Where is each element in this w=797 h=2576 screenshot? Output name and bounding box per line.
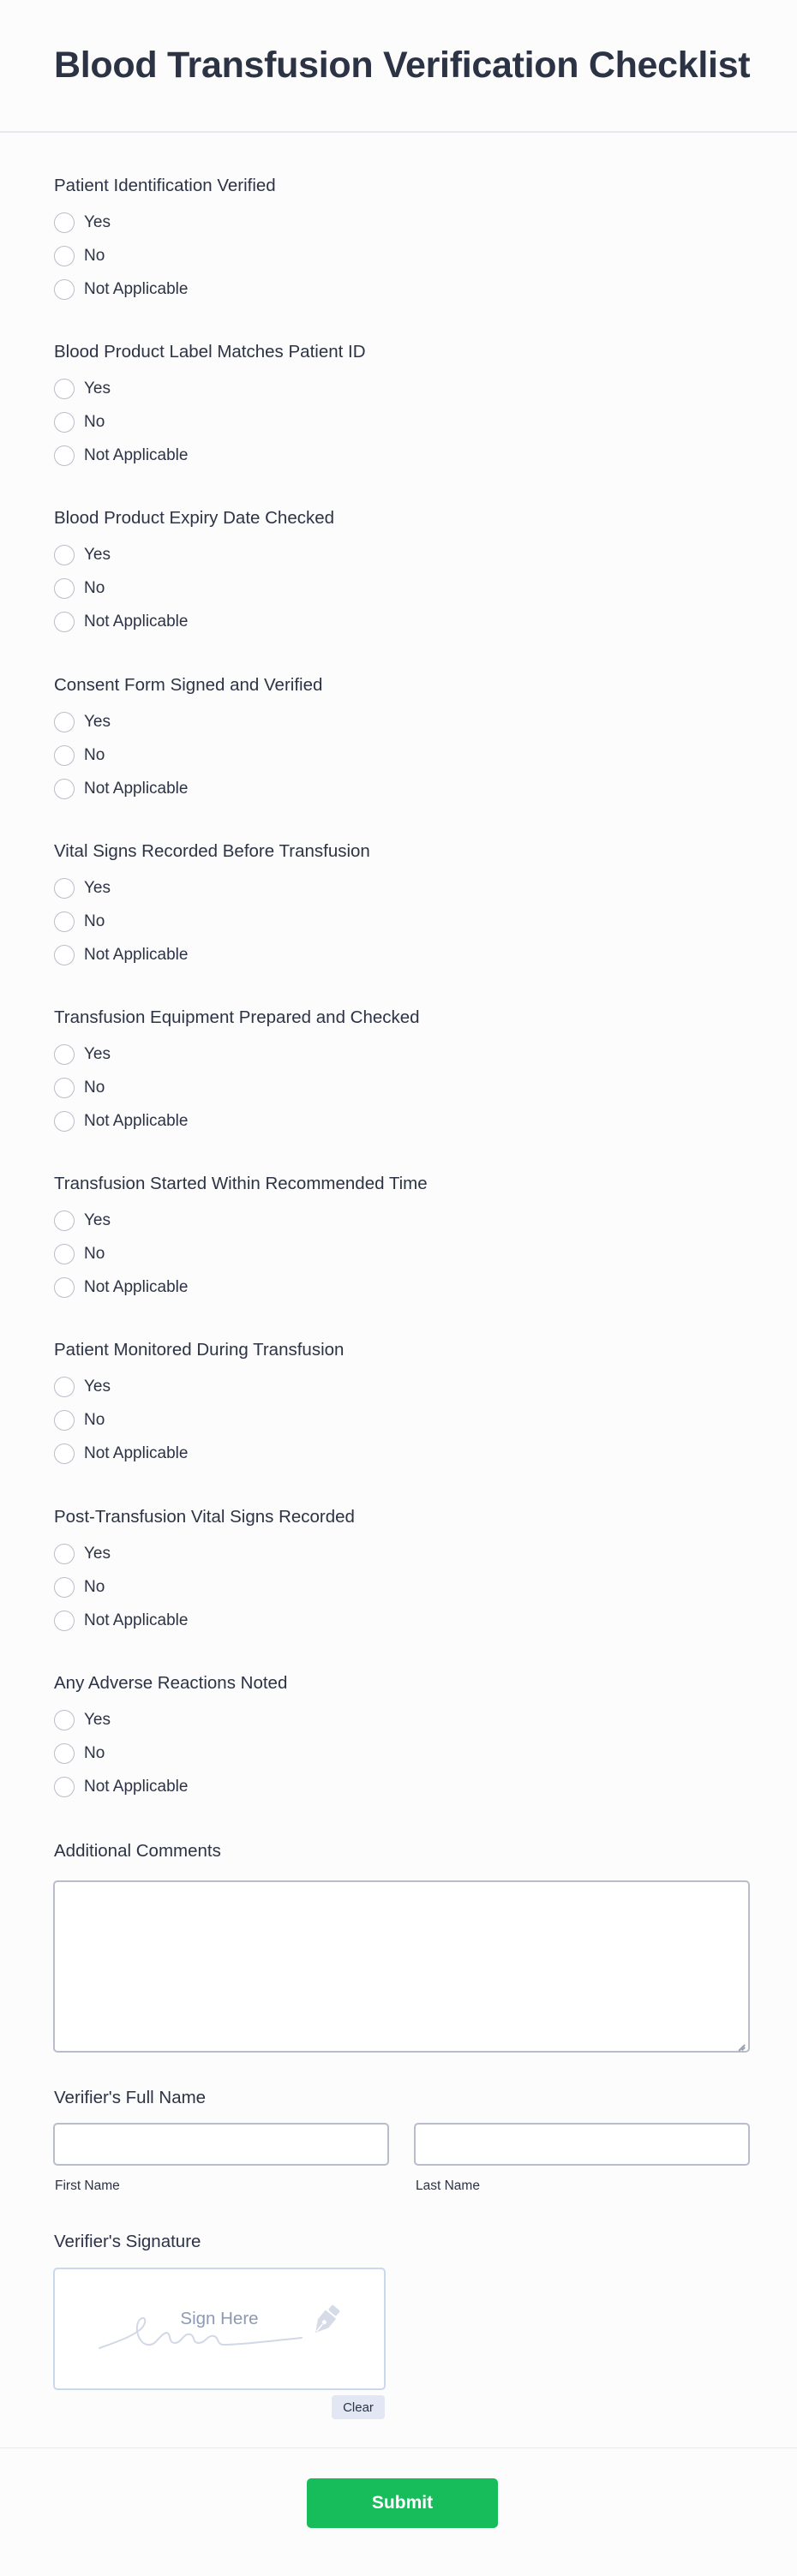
radio-option-label: Not Applicable bbox=[84, 1778, 189, 1796]
radio-button[interactable] bbox=[54, 1544, 75, 1564]
radio-option-not-applicable[interactable] bbox=[54, 1611, 748, 1631]
question-4 bbox=[54, 674, 748, 812]
radio-button[interactable] bbox=[54, 1210, 75, 1231]
question-label: Vital Signs Recorded Before Transfusion bbox=[54, 841, 370, 861]
verifier-name-field bbox=[54, 2087, 748, 2109]
radio-button[interactable] bbox=[54, 545, 75, 565]
radio-group bbox=[54, 1710, 748, 1797]
radio-option-label: No bbox=[84, 247, 105, 265]
footer-divider bbox=[0, 2447, 797, 2448]
radio-button[interactable] bbox=[54, 1277, 75, 1298]
radio-group bbox=[54, 712, 748, 799]
radio-button[interactable] bbox=[54, 878, 75, 899]
last-name-sublabel: Last Name bbox=[416, 2179, 480, 2193]
radio-option-label: No bbox=[84, 579, 105, 597]
radio-button[interactable] bbox=[54, 1410, 75, 1431]
signature-pad[interactable] bbox=[53, 2268, 386, 2390]
question-label: Any Adverse Reactions Noted bbox=[54, 1673, 288, 1693]
question-label: Consent Form Signed and Verified bbox=[54, 675, 323, 695]
radio-button[interactable] bbox=[54, 1244, 75, 1264]
radio-option-not-applicable[interactable] bbox=[54, 1777, 748, 1797]
radio-group bbox=[54, 878, 748, 965]
question-label: Blood Product Label Matches Patient ID bbox=[54, 342, 366, 362]
radio-option-label: Yes bbox=[84, 1378, 111, 1396]
question-10 bbox=[54, 1672, 748, 1810]
radio-button[interactable] bbox=[54, 379, 75, 399]
radio-option-yes[interactable] bbox=[54, 379, 748, 399]
radio-option-label: Yes bbox=[84, 879, 111, 897]
radio-option-label: Not Applicable bbox=[84, 1112, 189, 1130]
question-2 bbox=[54, 341, 748, 479]
verifier-signature-label: Verifier's Signature bbox=[54, 2232, 201, 2251]
verifier-name-label: Verifier's Full Name bbox=[54, 2088, 207, 2107]
radio-option-label: No bbox=[84, 413, 105, 431]
radio-option-label: Yes bbox=[84, 1545, 111, 1563]
radio-option-label: Not Applicable bbox=[84, 613, 189, 631]
radio-group bbox=[54, 1210, 748, 1298]
additional-comments-textarea[interactable] bbox=[53, 1880, 750, 2053]
radio-button[interactable] bbox=[54, 246, 75, 266]
radio-option-label: No bbox=[84, 1744, 105, 1762]
radio-option-label: No bbox=[84, 746, 105, 764]
question-label: Patient Identification Verified bbox=[54, 176, 276, 195]
radio-option-yes[interactable] bbox=[54, 1044, 748, 1065]
radio-button[interactable] bbox=[54, 1611, 75, 1631]
radio-button[interactable] bbox=[54, 1577, 75, 1598]
first-name-input[interactable] bbox=[53, 2123, 389, 2166]
radio-button[interactable] bbox=[54, 1777, 75, 1797]
radio-option-no[interactable] bbox=[54, 1743, 748, 1764]
radio-group bbox=[54, 1377, 748, 1464]
radio-button[interactable] bbox=[54, 1443, 75, 1464]
radio-option-label: Not Applicable bbox=[84, 1444, 189, 1462]
radio-button[interactable] bbox=[54, 1710, 75, 1730]
radio-button[interactable] bbox=[54, 1078, 75, 1098]
radio-button[interactable] bbox=[54, 779, 75, 799]
radio-button[interactable] bbox=[54, 1044, 75, 1065]
radio-option-label: Yes bbox=[84, 1045, 111, 1063]
radio-option-label: No bbox=[84, 1411, 105, 1429]
radio-option-no[interactable] bbox=[54, 911, 748, 932]
radio-option-not-applicable[interactable] bbox=[54, 1443, 748, 1464]
radio-option-label: Yes bbox=[84, 546, 111, 564]
radio-option-not-applicable[interactable] bbox=[54, 612, 748, 632]
radio-button[interactable] bbox=[54, 1743, 75, 1764]
question-label: Patient Monitored During Transfusion bbox=[54, 1340, 345, 1360]
last-name-input[interactable] bbox=[414, 2123, 750, 2166]
radio-button[interactable] bbox=[54, 945, 75, 965]
radio-option-no[interactable] bbox=[54, 578, 748, 599]
radio-option-yes[interactable] bbox=[54, 712, 748, 732]
radio-group bbox=[54, 1044, 748, 1132]
question-label: Post-Transfusion Vital Signs Recorded bbox=[54, 1507, 355, 1527]
radio-option-no[interactable] bbox=[54, 412, 748, 433]
radio-option-no[interactable] bbox=[54, 1244, 748, 1264]
radio-button[interactable] bbox=[54, 612, 75, 632]
question-3 bbox=[54, 507, 748, 645]
question-8 bbox=[54, 1339, 748, 1477]
question-1 bbox=[54, 175, 748, 313]
form-header bbox=[0, 0, 797, 133]
radio-option-yes[interactable] bbox=[54, 212, 748, 233]
radio-option-label: Not Applicable bbox=[84, 1611, 189, 1629]
question-5 bbox=[54, 840, 748, 978]
radio-group bbox=[54, 1544, 748, 1631]
radio-option-no[interactable] bbox=[54, 246, 748, 266]
radio-option-label: Not Applicable bbox=[84, 446, 189, 464]
radio-option-not-applicable[interactable] bbox=[54, 1277, 748, 1298]
radio-option-label: Not Applicable bbox=[84, 780, 189, 798]
radio-option-yes[interactable] bbox=[54, 1710, 748, 1730]
radio-button[interactable] bbox=[54, 911, 75, 932]
question-7 bbox=[54, 1173, 748, 1311]
radio-option-label: Yes bbox=[84, 380, 111, 397]
radio-group bbox=[54, 212, 748, 300]
signature-placeholder: Sign Here bbox=[180, 2309, 259, 2328]
radio-option-label: Not Applicable bbox=[84, 1278, 189, 1296]
pen-icon bbox=[305, 2302, 345, 2341]
radio-option-label: Not Applicable bbox=[84, 280, 189, 298]
radio-option-yes[interactable] bbox=[54, 545, 748, 565]
additional-comments-field bbox=[54, 1840, 748, 1862]
radio-option-not-applicable[interactable] bbox=[54, 945, 748, 965]
radio-button[interactable] bbox=[54, 412, 75, 433]
radio-option-label: Yes bbox=[84, 1711, 111, 1729]
radio-option-label: Yes bbox=[84, 1211, 111, 1229]
radio-option-label: Yes bbox=[84, 213, 111, 231]
radio-button[interactable] bbox=[54, 745, 75, 766]
additional-comments-label: Additional Comments bbox=[54, 1841, 221, 1861]
radio-option-label: No bbox=[84, 1245, 105, 1263]
radio-option-not-applicable[interactable] bbox=[54, 1111, 748, 1132]
first-name-sublabel: First Name bbox=[55, 2179, 120, 2193]
verifier-signature-field bbox=[54, 2231, 748, 2253]
radio-group bbox=[54, 545, 748, 632]
radio-option-label: No bbox=[84, 1079, 105, 1097]
radio-button[interactable] bbox=[54, 712, 75, 732]
submit-button[interactable]: Submit bbox=[307, 2478, 498, 2528]
radio-option-label: Not Applicable bbox=[84, 946, 189, 964]
clear-signature-button[interactable]: Clear bbox=[332, 2395, 385, 2419]
radio-option-yes[interactable] bbox=[54, 878, 748, 899]
question-9 bbox=[54, 1506, 748, 1644]
radio-button[interactable] bbox=[54, 1111, 75, 1132]
question-label: Transfusion Started Within Recommended Time bbox=[54, 1174, 428, 1193]
radio-option-label: No bbox=[84, 1578, 105, 1596]
radio-button[interactable] bbox=[54, 279, 75, 300]
radio-option-yes[interactable] bbox=[54, 1377, 748, 1397]
form-title: Blood Transfusion Verification Checklist bbox=[54, 45, 751, 86]
radio-button[interactable] bbox=[54, 1377, 75, 1397]
radio-group bbox=[54, 379, 748, 466]
question-label: Blood Product Expiry Date Checked bbox=[54, 508, 335, 528]
radio-option-yes[interactable] bbox=[54, 1544, 748, 1564]
radio-option-no[interactable] bbox=[54, 1577, 748, 1598]
radio-option-no[interactable] bbox=[54, 745, 748, 766]
question-6 bbox=[54, 1007, 748, 1145]
radio-option-yes[interactable] bbox=[54, 1210, 748, 1231]
radio-option-not-applicable[interactable] bbox=[54, 779, 748, 799]
radio-option-not-applicable[interactable] bbox=[54, 445, 748, 466]
radio-option-not-applicable[interactable] bbox=[54, 279, 748, 300]
question-label: Transfusion Equipment Prepared and Checked bbox=[54, 1007, 420, 1027]
radio-button[interactable] bbox=[54, 212, 75, 233]
radio-option-no[interactable] bbox=[54, 1410, 748, 1431]
resize-handle-icon[interactable] bbox=[737, 2040, 745, 2047]
radio-button[interactable] bbox=[54, 445, 75, 466]
radio-option-label: No bbox=[84, 912, 105, 930]
radio-option-no[interactable] bbox=[54, 1078, 748, 1098]
radio-button[interactable] bbox=[54, 578, 75, 599]
radio-option-label: Yes bbox=[84, 713, 111, 731]
